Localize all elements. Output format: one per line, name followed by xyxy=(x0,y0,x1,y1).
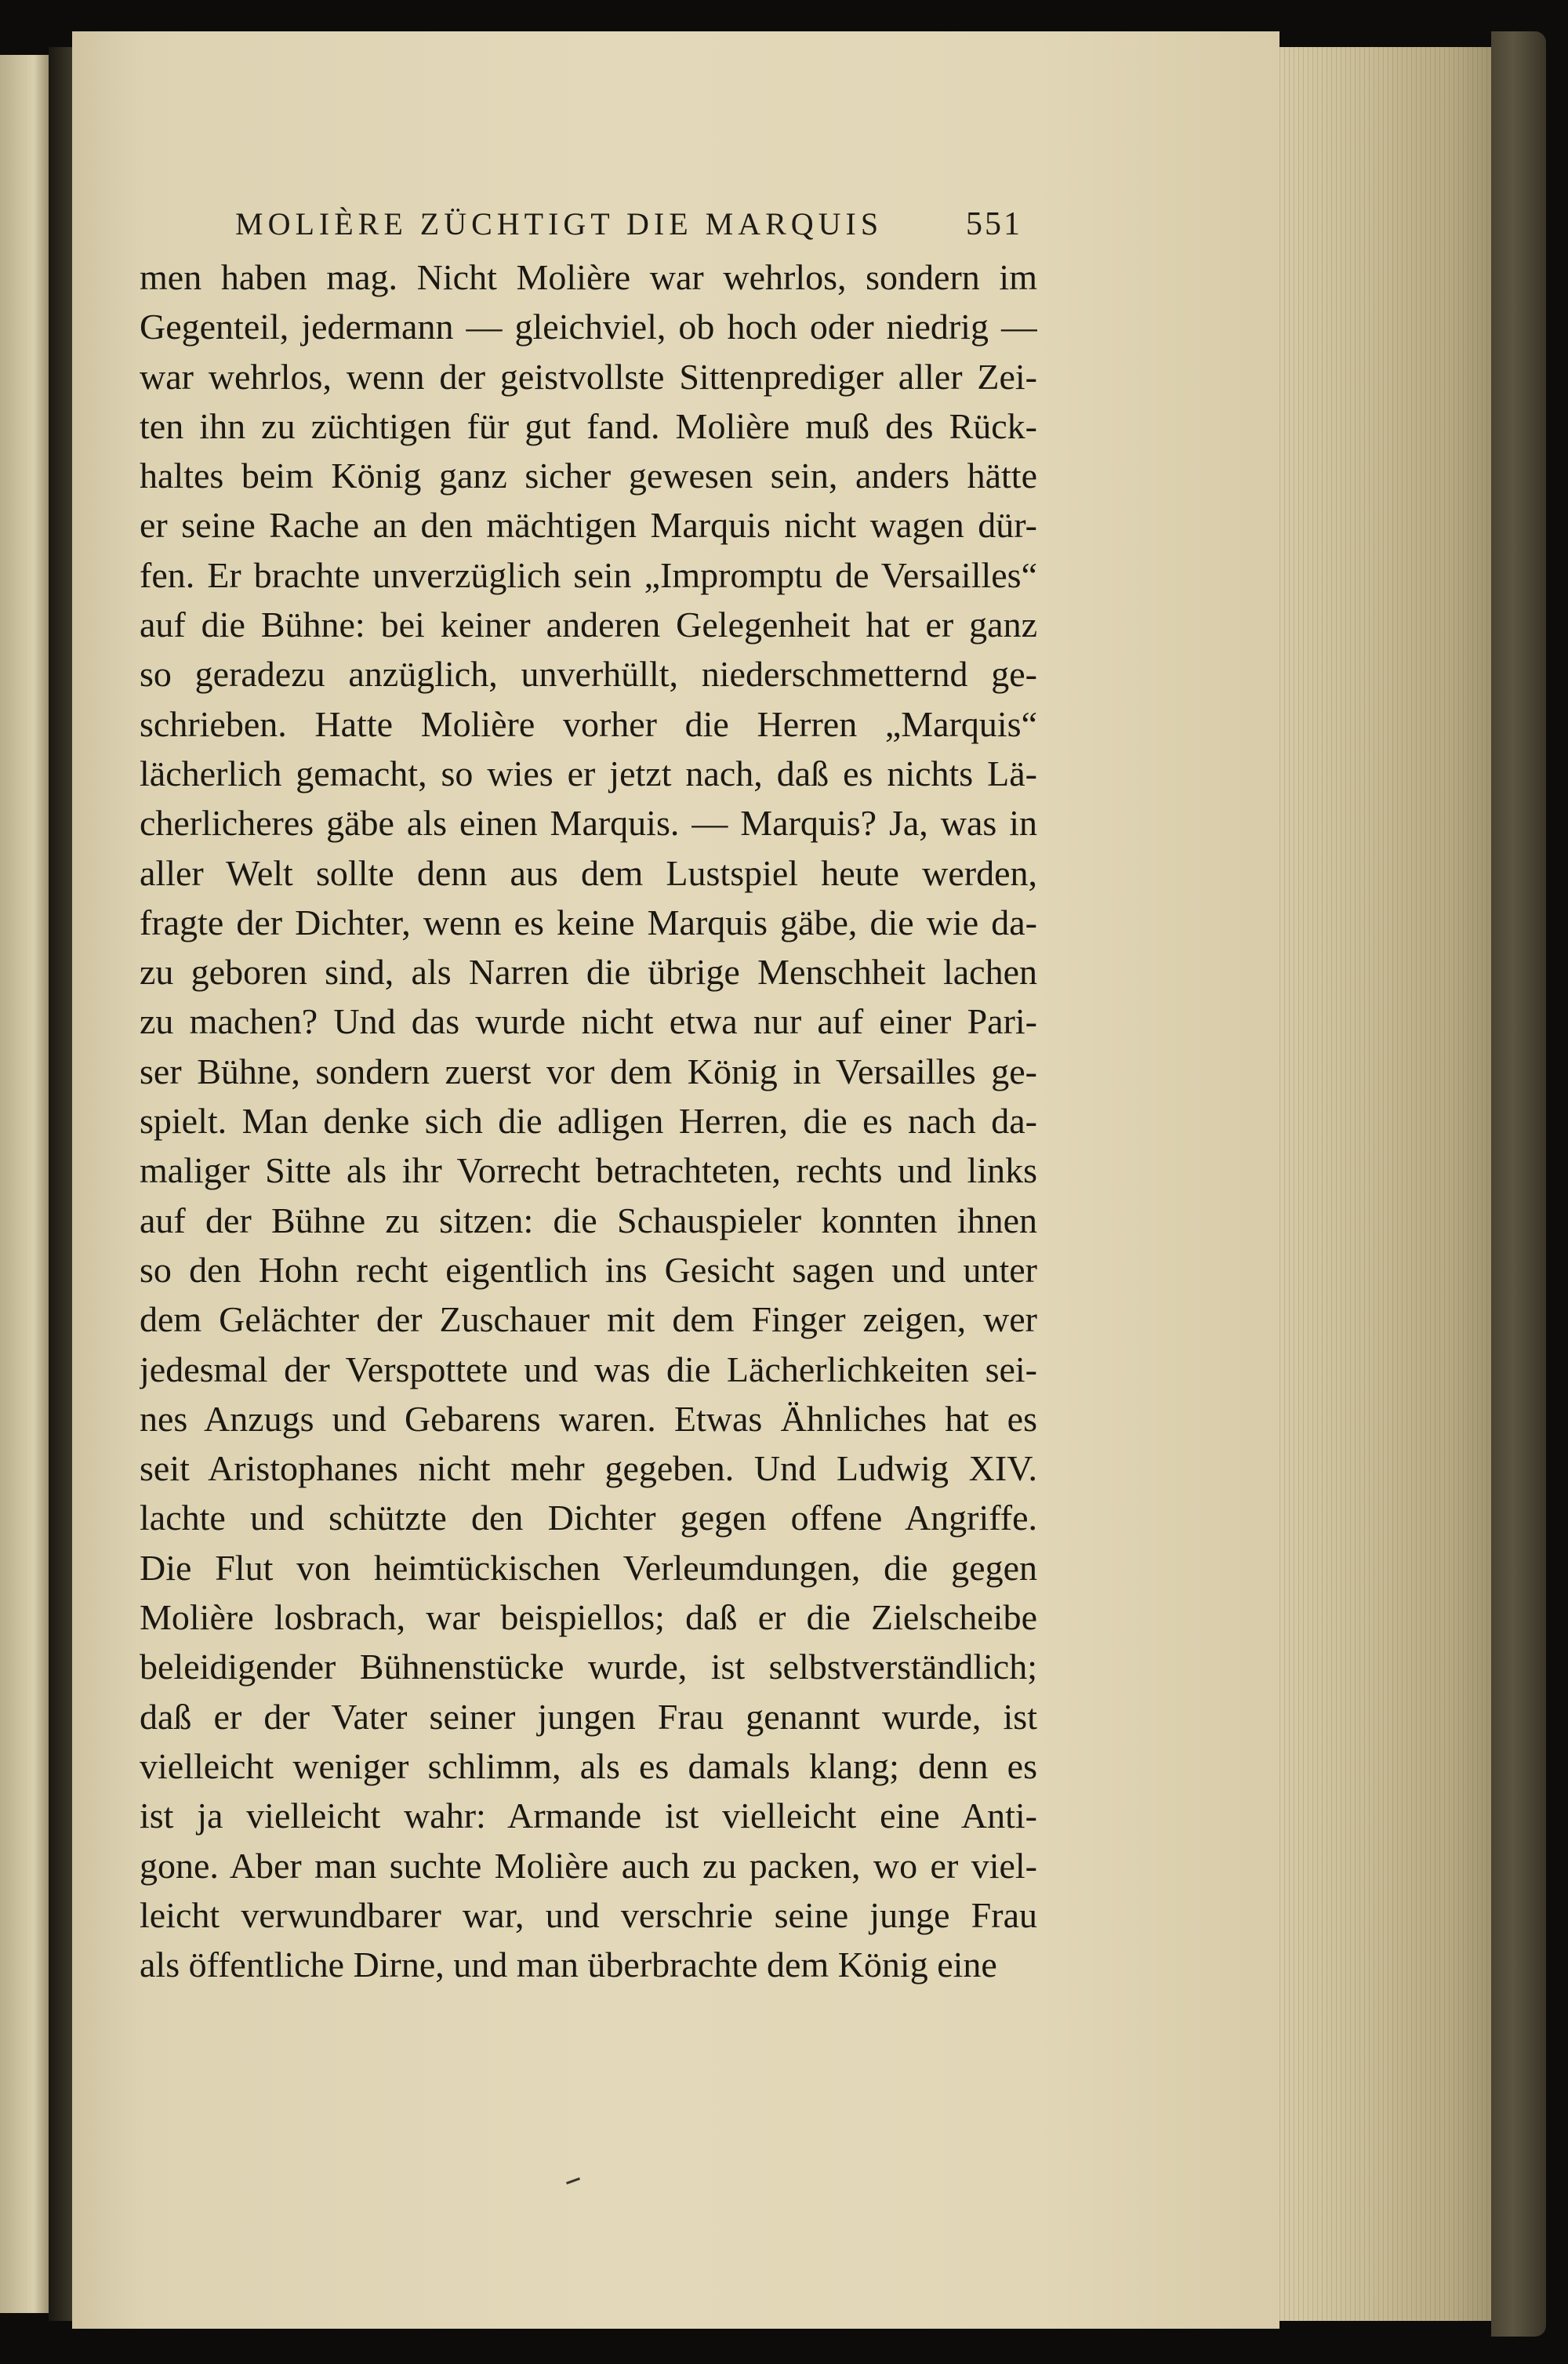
text-line: fen. Er brachte unverzüglich sein „Impromptu de Versailles“ xyxy=(140,554,1037,595)
text-line: als öffentliche Dirne, und man überbrachte dem König eine xyxy=(140,1945,997,1985)
text-line: spielt. Man denke sich die adligen Herren, die es nach da- xyxy=(140,1101,1037,1142)
text-line: auf die Bühne: bei keiner anderen Gelegenheit hat er ganz xyxy=(140,605,1037,645)
text-line: lachte und schützte den Dichter gegen offene Angriffe. xyxy=(140,1498,1037,1538)
page-edges xyxy=(1279,47,1491,2321)
page-number: 551 xyxy=(966,206,1022,242)
text-line: war wehrlos, wenn der geistvollste Sittenprediger aller Zei- xyxy=(140,356,1037,397)
text-line: nes Anzugs und Gebarens waren. Etwas Ähnliches hat es xyxy=(140,1398,1037,1439)
text-line: ist ja vielleicht wahr: Armande ist vielleicht eine Anti- xyxy=(140,1796,1037,1836)
text-line: schrieben. Hatte Molière vorher die Herren „Marquis“ xyxy=(140,703,1037,744)
text-line: daß er der Vater seiner jungen Frau genannt wurde, ist xyxy=(140,1696,1037,1737)
text-line: dem Gelächter der Zuschauer mit dem Finger zeigen, wer xyxy=(140,1299,1037,1340)
text-line: leicht verwundbarer war, und verschrie seine junge Frau xyxy=(140,1894,1037,1935)
text-line: so den Hohn recht eigentlich ins Gesicht sagen und unter xyxy=(140,1249,1037,1290)
body-text xyxy=(140,252,1037,1989)
book-gutter xyxy=(49,47,72,2321)
text-line: gone. Aber man suchte Molière auch zu packen, wo er viel- xyxy=(140,1845,1037,1886)
text-line: men haben mag. Nicht Molière war wehrlos, sondern im xyxy=(140,257,1037,297)
previous-page-edge xyxy=(0,55,49,2313)
text-line: maliger Sitte als ihr Vorrecht betrachteten, rechts und links xyxy=(140,1150,1037,1191)
text-line: aller Welt sollte denn aus dem Lustspiel heute werden, xyxy=(140,852,1037,893)
text-line: Die Flut von heimtückischen Verleumdungen, die gegen xyxy=(140,1547,1037,1588)
text-line: seit Aristophanes nicht mehr gegeben. Und Ludwig XIV. xyxy=(140,1448,1037,1489)
text-line: Molière losbrach, war beispiellos; daß er die Zielscheibe xyxy=(140,1597,1037,1638)
text-line: fragte der Dichter, wenn es keine Marquis gäbe, die wie da- xyxy=(140,902,1037,942)
running-head: MOLIÈRE ZÜCHTIGT DIE MARQUIS xyxy=(235,206,884,241)
book-cover xyxy=(1491,31,1546,2337)
text-line: ser Bühne, sondern zuerst vor dem König in Versailles ge- xyxy=(140,1051,1037,1091)
text-line: Gegenteil, jedermann — gleichviel, ob hoch oder niedrig — xyxy=(140,307,1037,347)
text-line: vielleicht weniger schlimm, als es damals klang; denn es xyxy=(140,1745,1037,1786)
text-line: auf der Bühne zu sitzen: die Schauspieler konnten ihnen xyxy=(140,1200,1037,1240)
text-line: jedesmal der Verspottete und was die Lächerlichkeiten sei- xyxy=(140,1349,1037,1389)
text-line: zu geboren sind, als Narren die übrige Menschheit lachen xyxy=(140,952,1037,993)
text-line: so geradezu anzüglich, unverhüllt, niederschmetternd ge- xyxy=(140,654,1037,695)
text-line: beleidigender Bühnenstücke wurde, ist selbstverständlich; xyxy=(140,1647,1037,1687)
text-line: zu machen? Und das wurde nicht etwa nur auf einer Pari- xyxy=(140,1001,1037,1042)
text-line: er seine Rache an den mächtigen Marquis nicht wagen dür- xyxy=(140,505,1037,546)
text-line: ten ihn zu züchtigen für gut fand. Molière muß des Rück- xyxy=(140,405,1037,446)
text-line: cherlicheres gäbe als einen Marquis. — Marquis? Ja, was in xyxy=(140,803,1037,844)
text-line: lächerlich gemacht, so wies er jetzt nach, daß es nichts Lä- xyxy=(140,753,1037,793)
text-line: haltes beim König ganz sicher gewesen sein, anders hätte xyxy=(140,456,1037,496)
